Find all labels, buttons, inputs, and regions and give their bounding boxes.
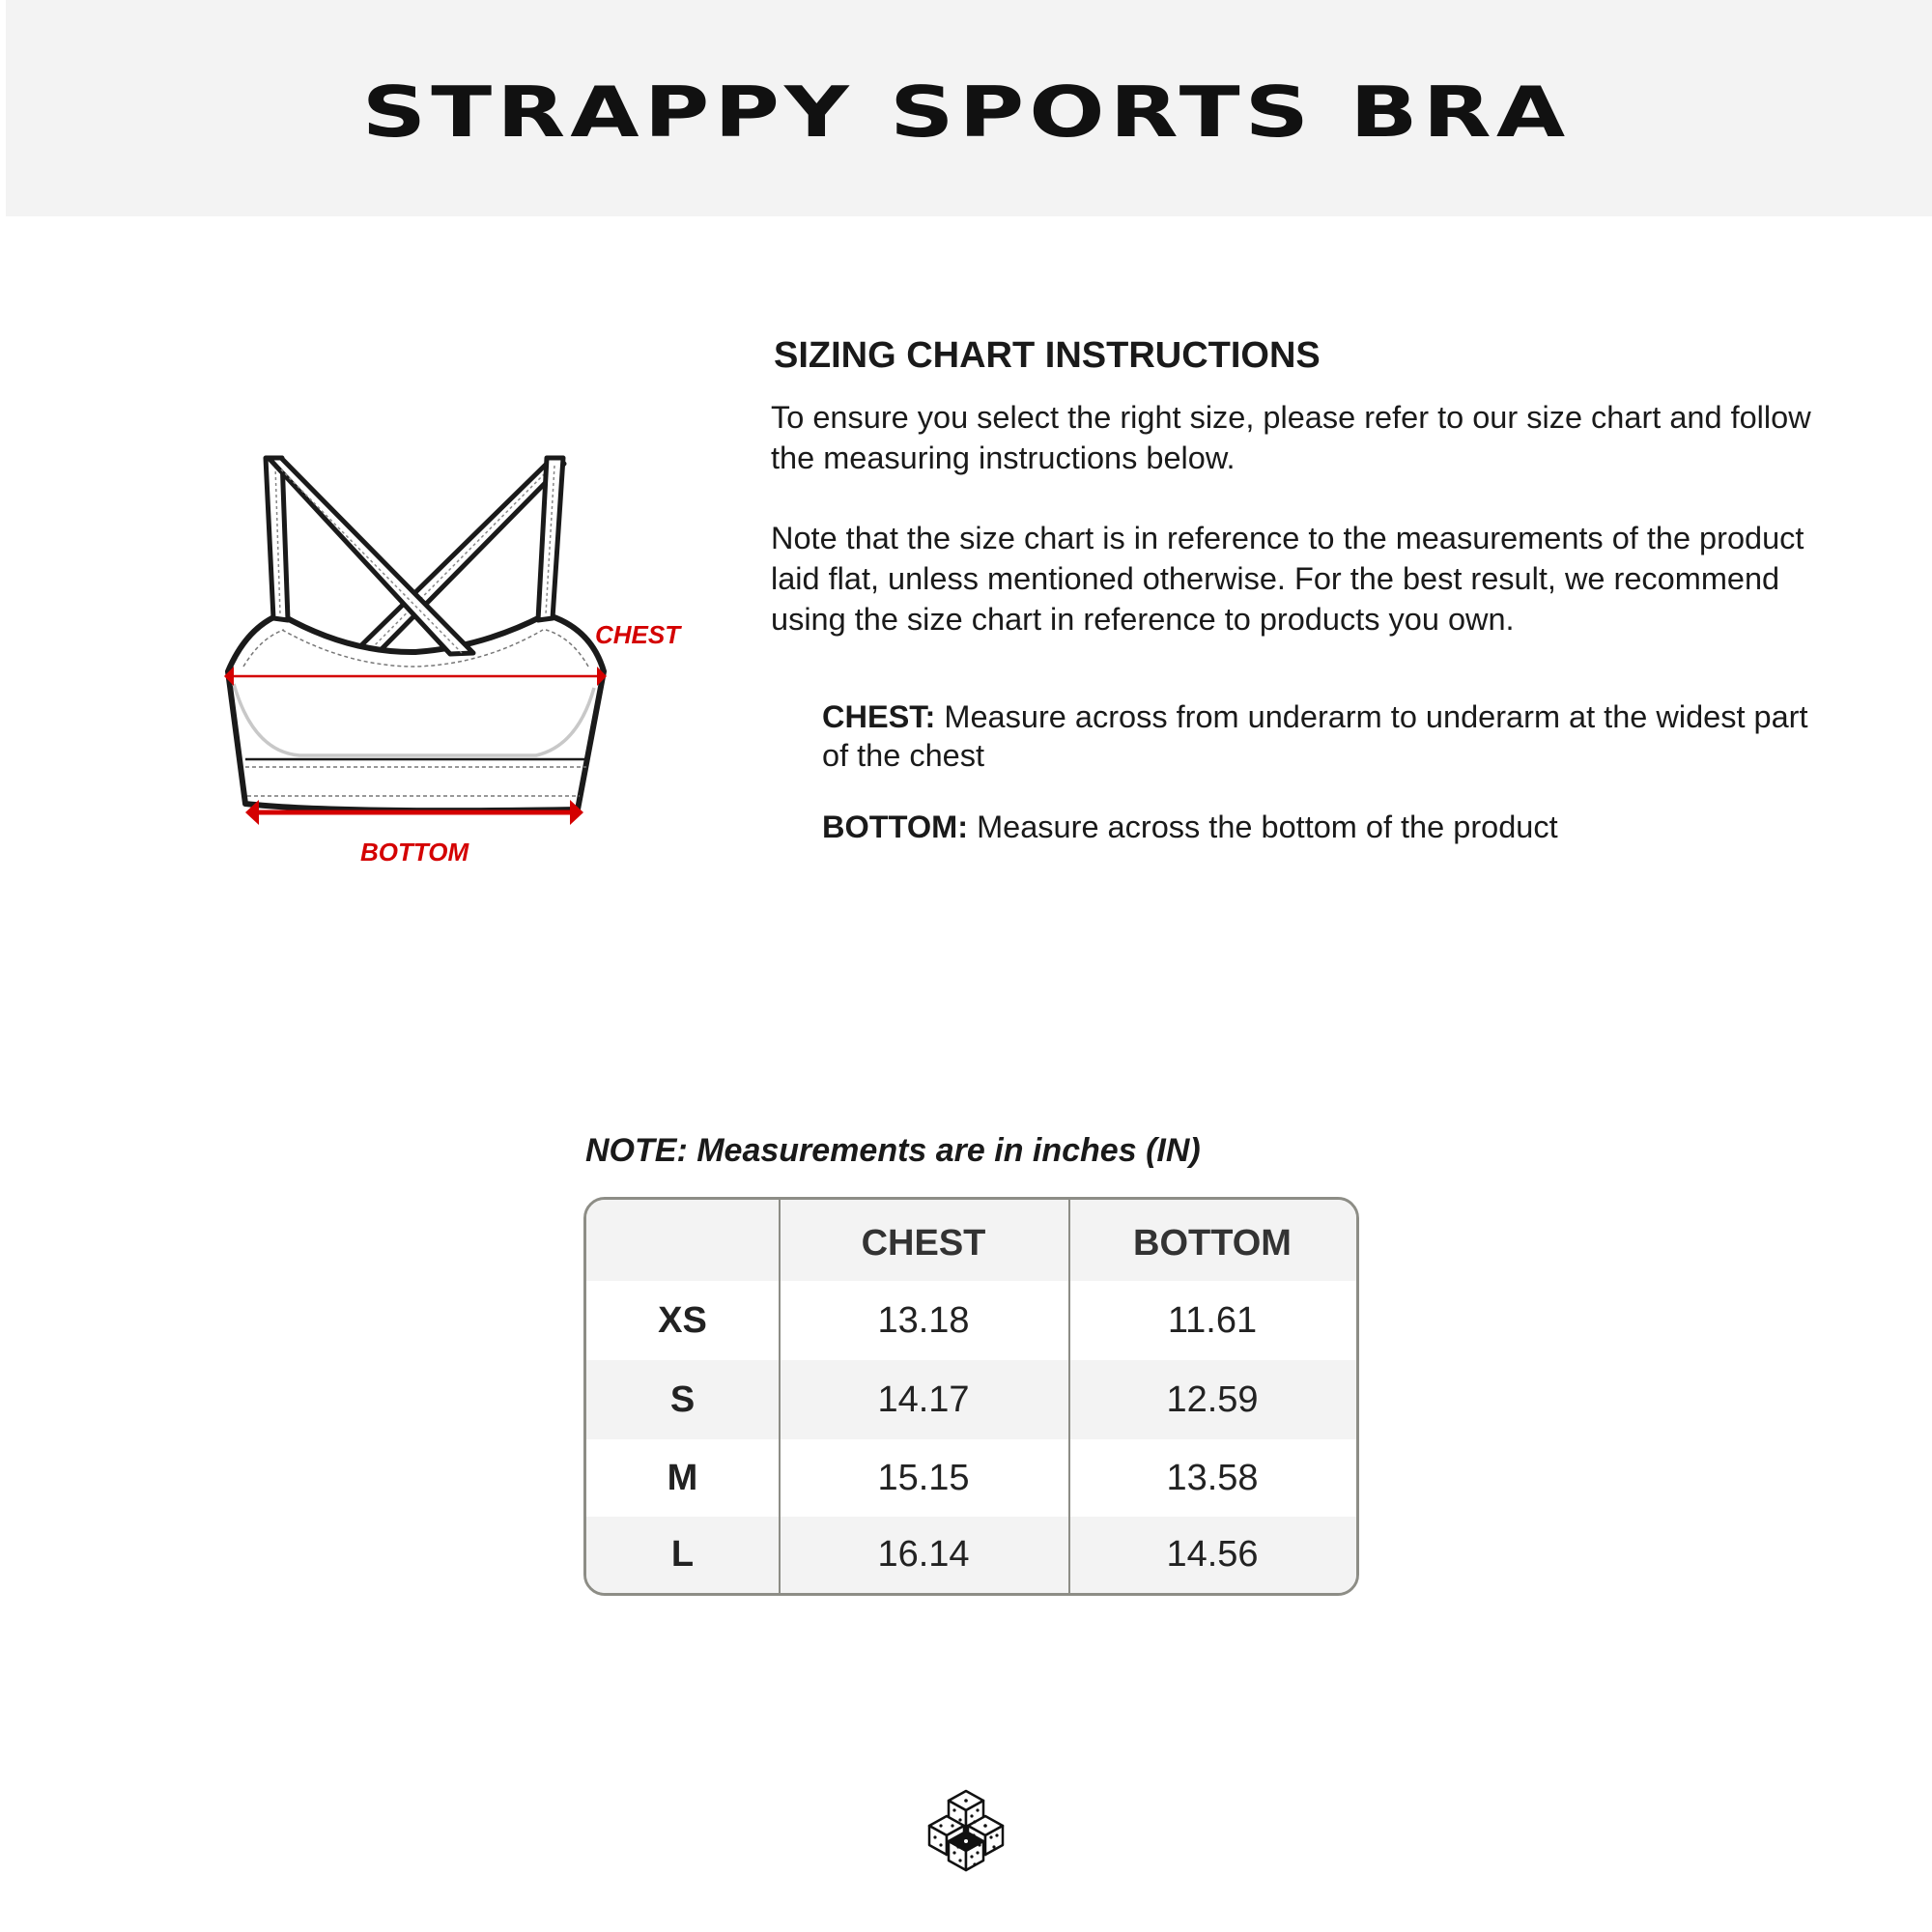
chest-term: CHEST:: [822, 699, 936, 734]
bottom-cell: 14.56: [1166, 1534, 1259, 1575]
size-cell: S: [669, 1378, 696, 1420]
header-cell-chest: CHEST: [861, 1222, 986, 1264]
chest-cell: 14.17: [877, 1378, 970, 1420]
bottom-cell: 13.58: [1166, 1457, 1259, 1498]
table-row: [586, 1281, 1356, 1360]
header-cell-bottom: BOTTOM: [1133, 1222, 1292, 1264]
table-row: [586, 1439, 1356, 1517]
instructions-paragraph-2: Note that the size chart is in reference to the measurements of the product laid flat, unless mentioned otherwise. For the best result, we recommend using the size chart in reference to products you own.: [771, 521, 1804, 637]
table-header-row: [586, 1200, 1356, 1281]
size-cell: XS: [658, 1299, 707, 1341]
bottom-term: BOTTOM:: [822, 810, 969, 844]
bottom-label: BOTTOM: [360, 838, 469, 867]
chest-definition: [822, 697, 1827, 775]
chest-cell: 13.18: [877, 1299, 970, 1341]
table-row: [586, 1517, 1356, 1593]
column-divider: [1068, 1200, 1070, 1593]
size-cell: L: [670, 1534, 695, 1575]
sports-bra-diagram: [213, 444, 715, 869]
header-cell-size: [586, 1200, 779, 1281]
table-row: [586, 1360, 1356, 1439]
chest-cell: 15.15: [877, 1457, 970, 1498]
size-cell: M: [667, 1457, 698, 1498]
units-note: NOTE: Measurements are in inches (IN): [585, 1132, 1201, 1169]
bottom-cell: 12.59: [1166, 1378, 1259, 1420]
chest-cell: 16.14: [877, 1534, 970, 1575]
size-chart-table: [583, 1197, 1359, 1596]
chest-label: CHEST: [595, 620, 681, 649]
bottom-definition: [822, 808, 1827, 846]
instructions-heading: SIZING CHART INSTRUCTIONS: [774, 335, 1321, 376]
column-divider: [779, 1200, 781, 1593]
bottom-description: Measure across the bottom of the product: [968, 810, 1558, 844]
dice-cube-logo-icon: [920, 1787, 1012, 1874]
instructions-paragraph-1: To ensure you select the right size, please refer to our size chart and follow the measuring instructions below.: [771, 400, 1811, 475]
bottom-cell: 11.61: [1167, 1299, 1258, 1341]
chest-description: Measure across from underarm to underarm at the widest part of the chest: [822, 699, 1808, 773]
page-title: STRAPPY SPORTS BRA: [361, 71, 1571, 153]
